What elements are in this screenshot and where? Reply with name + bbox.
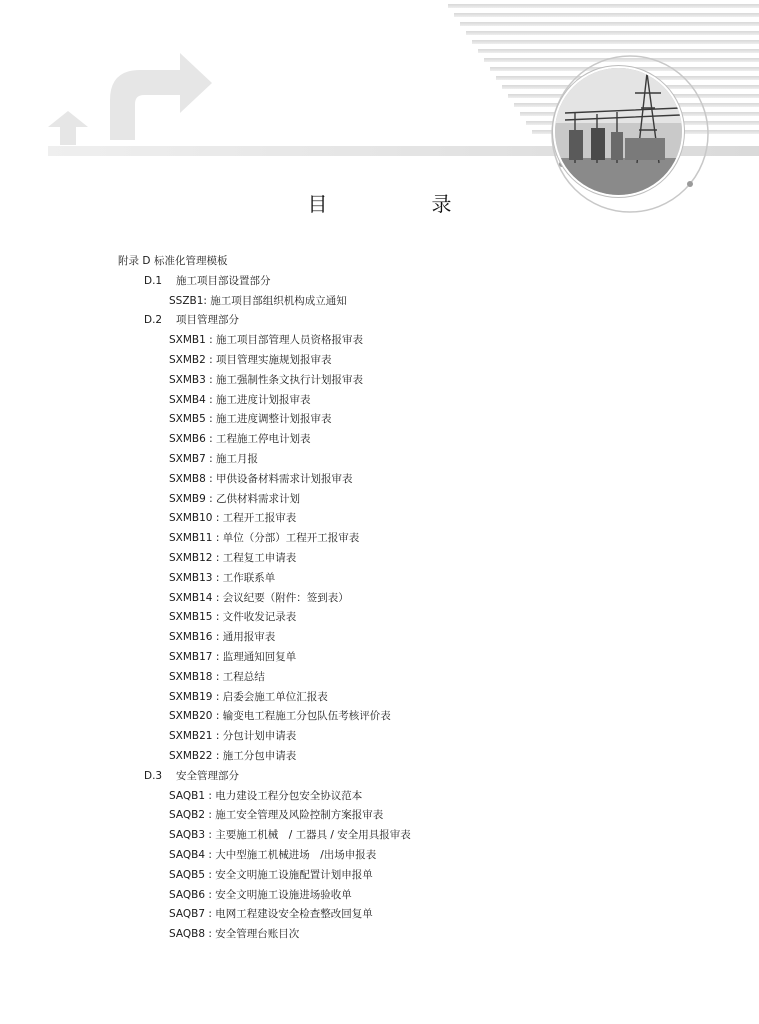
toc-item[interactable]: SXMB11 : 单位（分部）工程开工报审表 <box>169 532 360 545</box>
section-number: D.3 <box>144 769 163 782</box>
section-number: D.2 <box>144 314 163 327</box>
toc-item[interactable]: SXMB6 : 工程施工停电计划表 <box>169 433 311 446</box>
toc-item[interactable]: SXMB19 : 启委会施工单位汇报表 <box>169 690 328 703</box>
toc-item[interactable]: SXMB16 : 通用报审表 <box>169 631 276 644</box>
toc-item[interactable]: SAQB2 : 施工安全管理及风险控制方案报审表 <box>169 809 384 822</box>
toc-item[interactable]: SXMB10 : 工程开工报审表 <box>169 512 297 525</box>
toc-item[interactable]: SAQB6 : 安全文明施工设施进场验收单 <box>169 888 352 901</box>
section-label: 安全管理部分 <box>176 769 239 782</box>
toc-item[interactable]: SAQB4 : 大中型施工机械进场 /出场申报表 <box>169 848 377 861</box>
toc-item[interactable]: SXMB17 : 监理通知回复单 <box>169 650 297 663</box>
toc-item[interactable]: SXMB18 : 工程总结 <box>169 670 265 683</box>
substation-photo <box>555 68 682 195</box>
section-number: D.1 <box>144 274 163 287</box>
toc-item[interactable]: SSZB1: 施工项目部组织机构成立通知 <box>169 294 347 307</box>
toc-item[interactable]: SXMB8 : 甲供设备材料需求计划报审表 <box>169 472 353 485</box>
toc-item[interactable]: SXMB9 : 乙供材料需求计划 <box>169 492 301 505</box>
toc-item[interactable]: SXMB3 : 施工强制性条文执行计划报审表 <box>169 373 364 386</box>
toc-section-d3[interactable] <box>118 767 411 787</box>
toc-item[interactable]: SXMB5 : 施工进度调整计划报审表 <box>169 413 332 426</box>
toc-section-d1[interactable] <box>118 272 411 292</box>
section-label: 施工项目部设置部分 <box>176 274 271 287</box>
toc-item[interactable]: SXMB7 : 施工月报 <box>169 452 259 465</box>
toc-section-d2[interactable] <box>118 311 411 331</box>
toc-item[interactable]: SXMB21 : 分包计划申请表 <box>169 730 297 743</box>
toc-item[interactable]: SAQB7 : 电网工程建设安全检查整改回复单 <box>169 908 373 921</box>
toc-item[interactable]: SXMB13 : 工作联系单 <box>169 571 276 584</box>
toc-item[interactable]: SAQB5 : 安全文明施工设施配置计划申报单 <box>169 868 373 881</box>
toc-item[interactable]: SXMB2 : 项目管理实施规划报审表 <box>169 353 332 366</box>
toc-item[interactable]: SAQB1 : 电力建设工程分包安全协议范本 <box>169 789 363 802</box>
appendix-number: 附录 D <box>118 255 151 267</box>
toc-item[interactable]: SAQB3 : 主要施工机械 / 工器具 / 安全用具报审表 <box>169 829 411 842</box>
toc-item[interactable]: SXMB14 : 会议纪要（附件：签到表） <box>169 591 349 604</box>
appendix-label: 标准化管理模板 <box>154 255 228 267</box>
section-label: 项目管理部分 <box>176 314 239 327</box>
toc-item[interactable]: SXMB1 : 施工项目部管理人员资格报审表 <box>169 334 364 347</box>
table-of-contents <box>118 252 411 945</box>
toc-item[interactable]: SXMB20 : 输变电工程施工分包队伍考核评价表 <box>169 710 391 723</box>
toc-item[interactable]: SXMB4 : 施工进度计划报审表 <box>169 393 311 406</box>
toc-item[interactable]: SXMB22 : 施工分包申请表 <box>169 749 297 762</box>
toc-item[interactable]: SXMB15 : 文件收发记录表 <box>169 611 297 624</box>
toc-item[interactable]: SXMB12 : 工程复工申请表 <box>169 551 297 564</box>
toc-item[interactable]: SAQB8 : 安全管理台账目次 <box>169 928 300 941</box>
page-title: 目 录 <box>307 192 494 216</box>
toc-appendix-heading[interactable] <box>118 252 411 272</box>
